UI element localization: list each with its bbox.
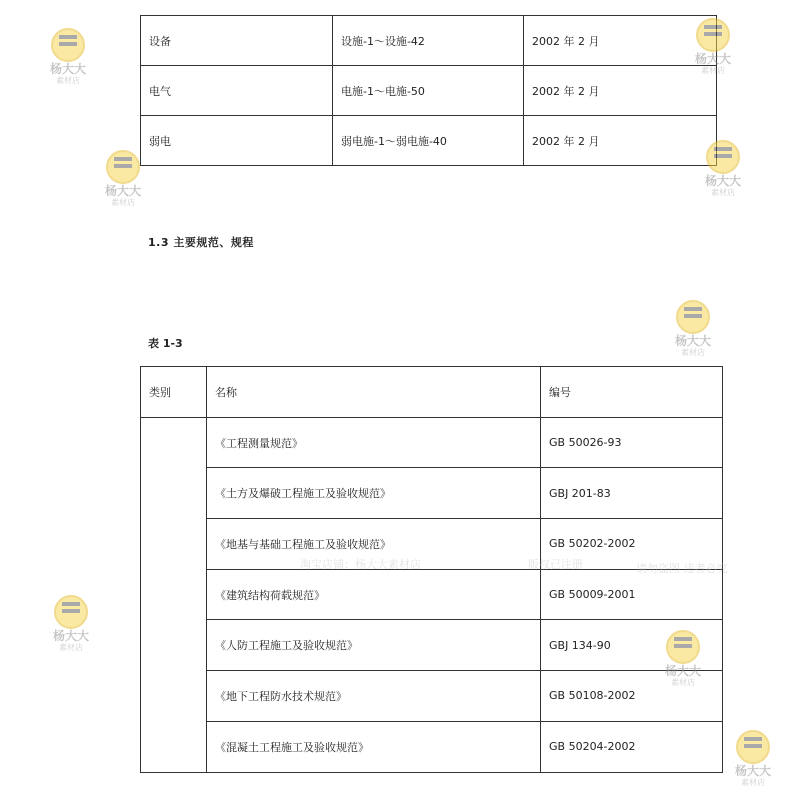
standard-code-cell: GB 50026-93: [541, 417, 723, 468]
watermark-registered-text: 版权已注册: [528, 558, 583, 571]
watermark-logo-text: 杨大大: [704, 174, 741, 188]
header-name: 名称: [207, 367, 541, 418]
watermark-logo-sub: 素材店: [711, 188, 735, 197]
watermark-logo-sub: 素材店: [681, 348, 705, 357]
standard-name-cell: 《混凝土工程施工及验收规范》: [207, 721, 541, 772]
header-code: 编号: [541, 367, 723, 418]
bee-icon: [106, 150, 140, 184]
watermark-logo-sub: 素材店: [111, 198, 135, 207]
table-caption: 表 1-3: [148, 337, 183, 350]
watermark-logo-text: 杨大大: [49, 62, 86, 76]
drawing-range-cell: 设施-1～设施-42: [333, 16, 524, 66]
watermark-logo-text: 杨大大: [734, 764, 771, 778]
bee-icon: [54, 595, 88, 629]
watermark-logo: [670, 300, 716, 357]
drawing-list-table: [140, 15, 717, 166]
watermark-warning-text: 请勿盗图 违者必究: [636, 562, 728, 575]
section-heading: 1.3 主要规范、规程: [148, 236, 254, 249]
watermark-logo: [45, 28, 91, 85]
watermark-logo-sub: 素材店: [59, 643, 83, 652]
standard-code-cell: GB 50009-2001: [541, 569, 723, 620]
drawing-range-cell: 弱电施-1～弱电施-40: [333, 116, 524, 166]
table-row: [141, 721, 723, 772]
standard-name-cell: 《建筑结构荷载规范》: [207, 569, 541, 620]
table-row: [141, 116, 717, 166]
header-category: 类别: [141, 367, 207, 418]
standard-name-cell: 《土方及爆破工程施工及验收规范》: [207, 468, 541, 519]
discipline-cell: 弱电: [141, 116, 333, 166]
table-row: [141, 417, 723, 468]
table-row: [141, 66, 717, 116]
standard-code-cell: GB 50108-2002: [541, 671, 723, 722]
watermark-logo-text: 杨大大: [104, 184, 141, 198]
watermark-logo-sub: 素材店: [701, 66, 725, 75]
standard-name-cell: 《人防工程施工及验收规范》: [207, 620, 541, 671]
standard-name-cell: 《地基与基础工程施工及验收规范》: [207, 519, 541, 570]
bee-icon: [51, 28, 85, 62]
category-cell: [141, 417, 207, 772]
watermark-logo-text: 杨大大: [52, 629, 89, 643]
watermark-logo: [48, 595, 94, 652]
discipline-cell: 设备: [141, 16, 333, 66]
standard-name-cell: 《工程测量规范》: [207, 417, 541, 468]
date-cell: 2002 年 2 月: [524, 116, 717, 166]
standard-code-cell: GB 50204-2002: [541, 721, 723, 772]
table-row: [141, 569, 723, 620]
table-row: [141, 620, 723, 671]
watermark-logo-text: 杨大大: [694, 52, 731, 66]
watermark-logo-sub: 素材店: [671, 678, 695, 687]
bee-icon: [676, 300, 710, 334]
table-row: [141, 16, 717, 66]
table-row: [141, 671, 723, 722]
table-row: [141, 468, 723, 519]
table-header-row: [141, 367, 723, 418]
watermark-logo-text: 杨大大: [674, 334, 711, 348]
watermark-logo-text: 杨大大: [664, 664, 701, 678]
watermark-logo: [730, 730, 776, 787]
standard-code-cell: GB 50202-2002: [541, 519, 723, 570]
standards-table: [140, 366, 723, 773]
table-row: [141, 519, 723, 570]
standard-name-cell: 《地下工程防水技术规范》: [207, 671, 541, 722]
date-cell: 2002 年 2 月: [524, 66, 717, 116]
standard-code-cell: GBJ 201-83: [541, 468, 723, 519]
watermark-logo-sub: 素材店: [56, 76, 80, 85]
bee-icon: [736, 730, 770, 764]
watermark-logo-sub: 素材店: [741, 778, 765, 787]
discipline-cell: 电气: [141, 66, 333, 116]
date-cell: 2002 年 2 月: [524, 16, 717, 66]
standard-code-cell: GBJ 134-90: [541, 620, 723, 671]
drawing-range-cell: 电施-1～电施-50: [333, 66, 524, 116]
watermark-shop-text: 淘宝店铺：杨大大素材店: [300, 558, 421, 571]
